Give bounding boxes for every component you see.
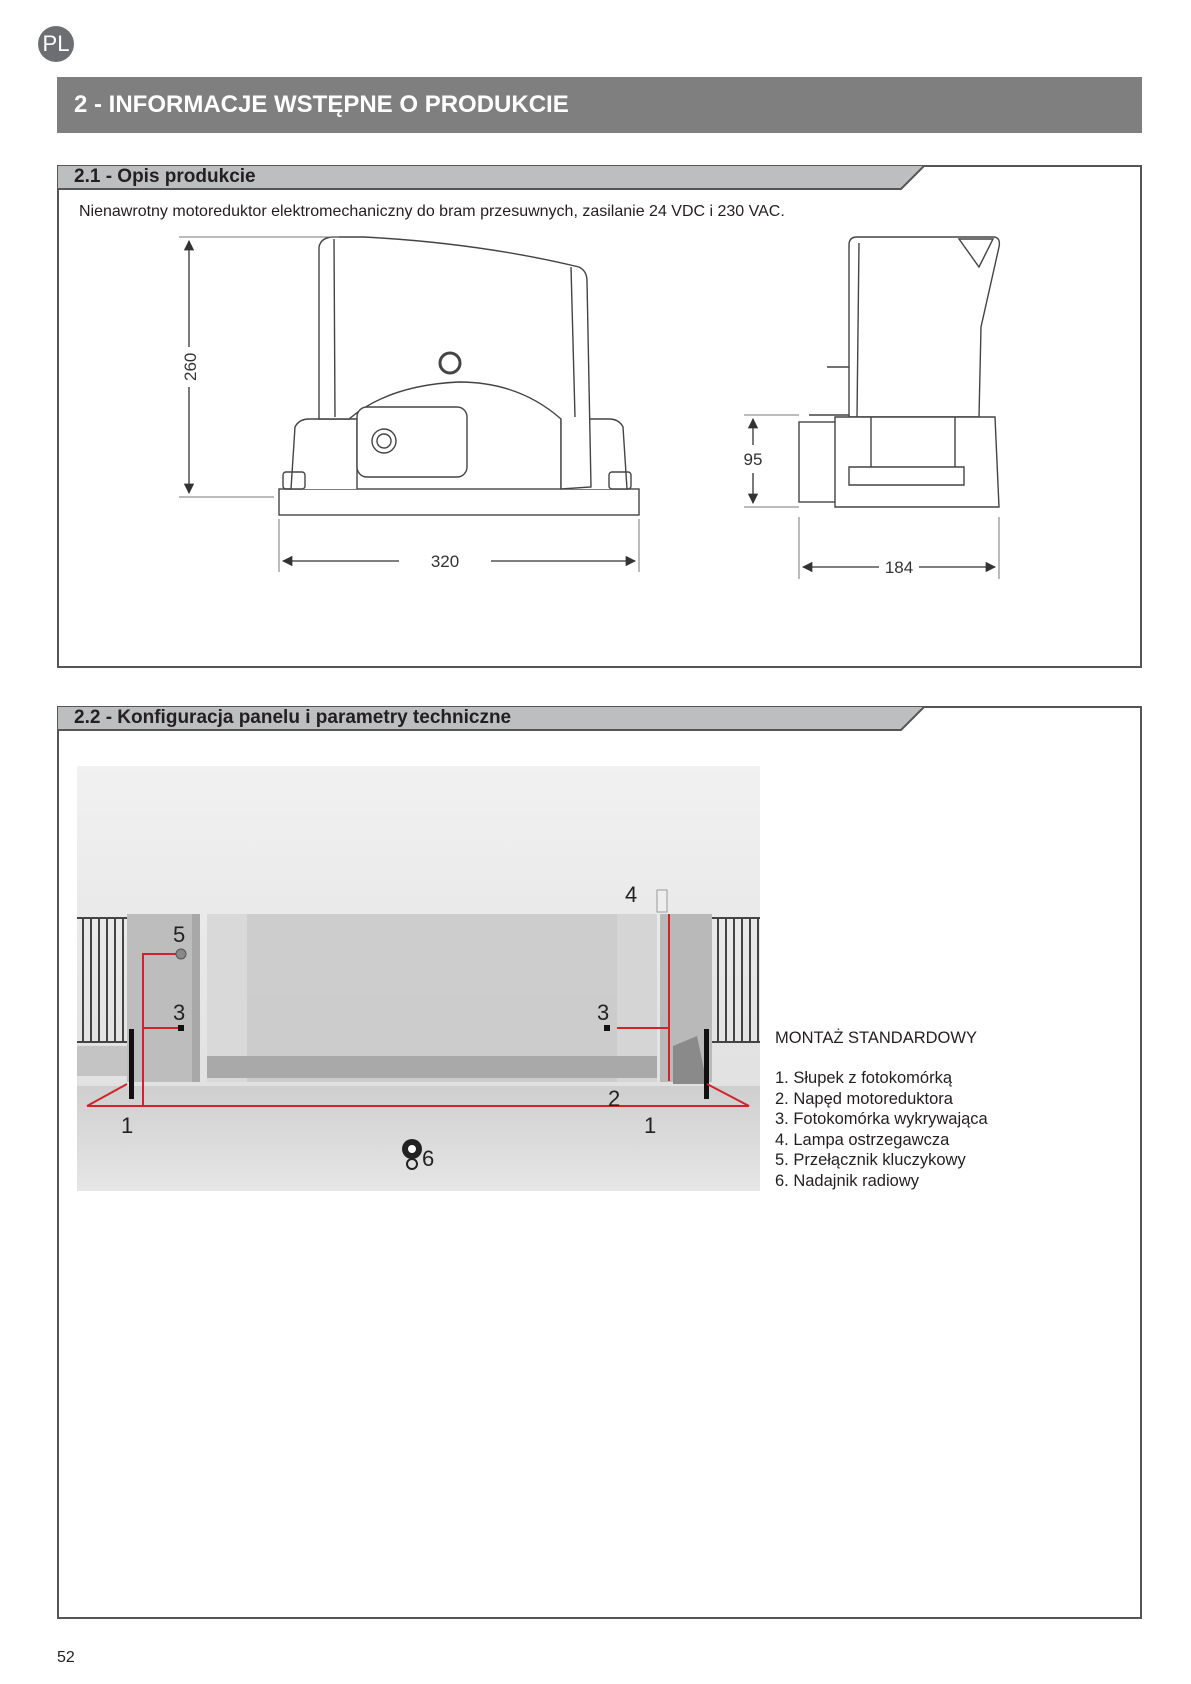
legend-item: 6. Nadajnik radiowy xyxy=(775,1171,919,1190)
callout-1-right: 1 xyxy=(644,1113,657,1138)
legend-item: 1. Słupek z fotokomórką xyxy=(775,1069,953,1087)
legend-item: 2. Napęd motoreduktora xyxy=(775,1089,953,1108)
callout-4: 4 xyxy=(625,882,638,907)
photocell-post-right xyxy=(704,1029,709,1099)
section-tab xyxy=(57,706,927,732)
language-badge: PL xyxy=(38,26,74,62)
warning-lamp xyxy=(657,890,667,912)
callout-5: 5 xyxy=(173,922,186,947)
installation-illustration xyxy=(77,766,760,1191)
dimension-depth-label: 184 xyxy=(884,558,914,577)
dimension-height-label: 260 xyxy=(181,352,200,381)
product-description: Nienawrotny motoreduktor elektromechaniczny do bram przesuwnych, zasilanie 24 VDC i 230 VAC. xyxy=(79,203,785,220)
installation-scene xyxy=(77,766,760,1191)
callout-3-left: 3 xyxy=(173,1000,186,1025)
technical-drawing xyxy=(59,167,1140,666)
dimension-base-height-label: 95 xyxy=(743,450,763,469)
main-heading: 2 - INFORMACJE WSTĘPNE O PRODUKCIE xyxy=(57,77,1142,133)
legend-list xyxy=(775,1068,988,1191)
legend-item: 5. Przełącznik kluczykowy xyxy=(775,1151,966,1169)
callout-3-right: 3 xyxy=(597,1000,610,1025)
section-product-description xyxy=(57,165,1142,668)
legend-item: 4. Lampa ostrzegawcza xyxy=(775,1130,950,1149)
legend-title: MONTAŻ STANDARDOWY xyxy=(775,1029,977,1047)
section-title: 2.2 - Konfiguracja panelu i parametry techniczne xyxy=(74,707,512,728)
callout-6: 6 xyxy=(422,1146,435,1171)
callout-2: 2 xyxy=(608,1086,621,1111)
callout-1-left: 1 xyxy=(121,1113,134,1138)
side-view-drawing xyxy=(799,237,999,507)
page-number: 52 xyxy=(57,1649,75,1666)
photocell-post-left xyxy=(129,1029,134,1099)
legend-item: 3. Fotokomórka wykrywająca xyxy=(775,1110,988,1128)
dimension-width-label: 320 xyxy=(430,552,460,571)
front-view-drawing xyxy=(279,237,639,515)
section-title: 2.1 - Opis produkcie xyxy=(74,166,256,187)
section-panel-configuration xyxy=(57,706,1142,1619)
installation-legend xyxy=(775,1029,988,1191)
